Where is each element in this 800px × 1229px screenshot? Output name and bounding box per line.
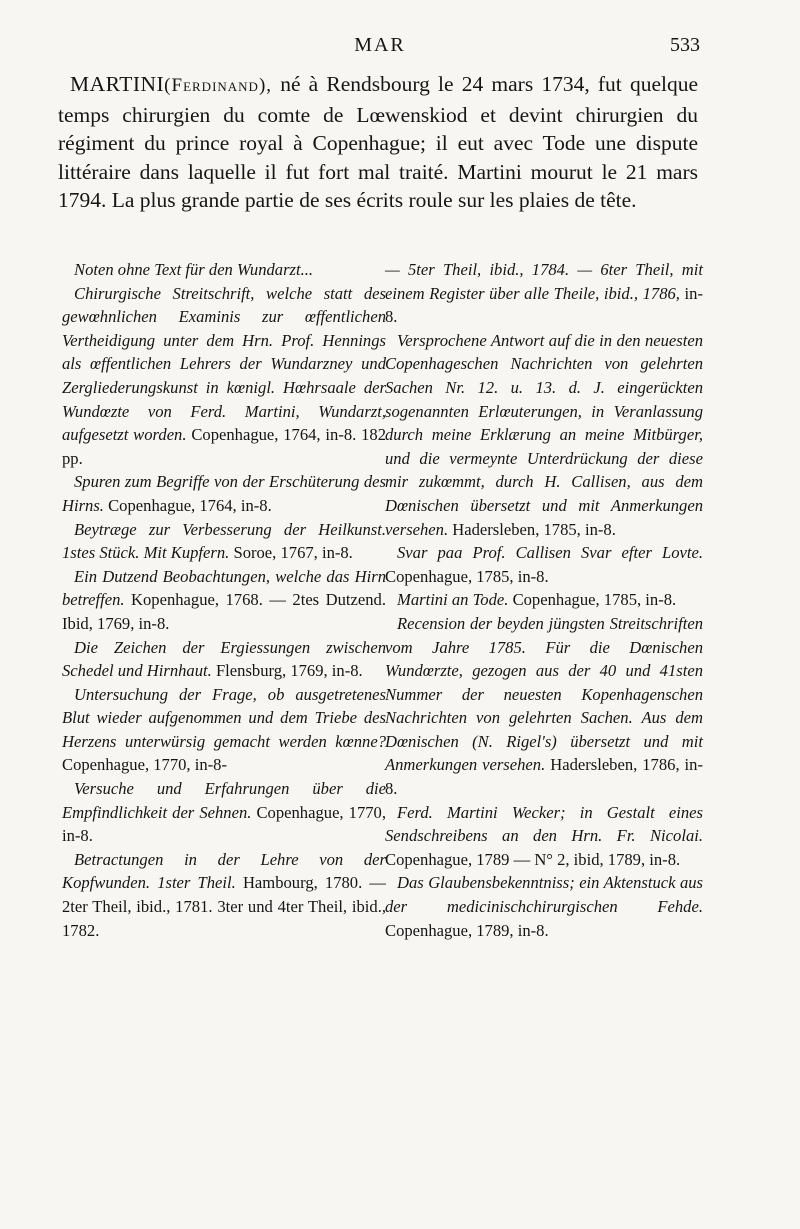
author-surname: MARTINI xyxy=(70,72,165,96)
entry-title: Chirurgische Streitschrift, welche statt des gewœhnlichen Examinis zur œffentlichen Vertheidigung unter dem Hrn. Prof. Hennings als œffentlichen Lehrers der Wundarzney und Zergliederungskunst in kœnigl. Hœhrsaale der Wundœzte von Ferd. Martini, Wundarzt, aufgesetzt worden. xyxy=(62,283,386,445)
bibliography-entry xyxy=(385,541,703,588)
entry-imprint: Copenhague, 1770, in-8- xyxy=(62,755,227,775)
bibliography-entry xyxy=(62,565,386,636)
running-head-title: MAR xyxy=(354,34,406,56)
entry-imprint: Copenhague, 1789 — N° 2, ibid, 1789, in-8. xyxy=(385,849,681,869)
entry-imprint: Copenhague, 1764, in-8. xyxy=(103,495,272,515)
entry-title: Versuche und Erfahrungen über die Empfindlichkeit der Sehnen. xyxy=(62,779,386,822)
entry-title: Beytræge zur Verbesserung der Heilkunst. 1stes Stück. Mit Kupfern. xyxy=(62,519,386,563)
entry-title: Betractungen in der Lehre von der Kopfwunden. 1ster Theil. xyxy=(62,849,386,893)
entry-title: Noten ohne Text für den Wundarzt... xyxy=(74,260,314,279)
bibliography-entry xyxy=(385,588,703,612)
page-number: 533 xyxy=(670,34,700,56)
bibliography-entry xyxy=(385,258,703,329)
bibliography-entry xyxy=(62,470,386,517)
biography-text: né à Rendsbourg le 24 mars 1734, fut quelque temps chirurgien du comte de Lœwenskiod et devint chirurgien du régiment du prince royal à Copenhague; il eut avec Tode une dispute littéraire dans laquelle il fut fort mal traité. Martini mourut le 21 mars 1794. La plus grande partie de ses écrits roule sur les plaies de tête. xyxy=(58,72,698,212)
bibliography-entry xyxy=(62,683,386,777)
entry-title: Martini an Tode. xyxy=(397,590,509,610)
entry-title: — 5ter Theil, ibid., 1784. — 6ter Theil, mit einem Register über alle Theile, ibid., 1786, xyxy=(385,260,703,303)
entry-title: Untersuchung der Frage, ob ausgetretenes Blut wieder aufgenommen und dem Triebe des Herzens unterwürsig gemacht werden kœnne? xyxy=(62,684,386,751)
entry-imprint: Hambourg, 1780. — 2ter Theil, ibid., 1781. 3ter und 4ter Theil, ibid., 1782. xyxy=(62,873,386,940)
bibliography-entry xyxy=(385,801,703,872)
entry-imprint: Flensburg, 1769, in-8. xyxy=(211,661,363,681)
entry-title: Spuren zum Begriffe von der Erschüterung des Hirns. xyxy=(62,472,386,515)
bibliography-entry xyxy=(62,848,386,942)
entry-imprint: Soroe, 1767, in-8. xyxy=(229,543,353,563)
author-forename: (Ferdinand), xyxy=(164,75,273,96)
entry-imprint: Copenhague, 1770, in-8. xyxy=(62,802,386,846)
biography-paragraph xyxy=(58,70,698,215)
entry-imprint: in-8. xyxy=(385,283,703,327)
entry-title: Das Glaubensbekenntniss; ein Aktenstuck aus der medicinischchirurgischen Fehde. xyxy=(385,873,703,917)
entry-title: Ein Dutzend Beobachtungen, welche das Hirn betreffen. xyxy=(62,566,386,610)
bibliography-entry xyxy=(62,258,386,282)
entry-title: Recension der beyden jüngsten Streitschriften vom Jahre 1785. Für die Dœnischen Wundœrzte, gezogen aus der 40 und 41sten Nummer der neuesten Kopenhagenschen Nachrichten von gelehrten Sachen. Aus dem Dœnischen (N. Rigel's) übersetzt und mit Anmerkungen versehen. xyxy=(385,613,703,775)
entry-title: Versprochene Antwort auf die in den neuesten Copenhageschen Nachrichten von gelehrten Sachen Nr. 12. u. 13. d. J. eingerückten sogenannten Erlœuterungen, in Veranlassung durch meine Erklærung an meine Mitbürger, und die vermeynte Unterdrückung der diese mir zukœmmt, durch H. Callisen, aus dem Dœnischen übersetzt und mit Anmerkungen versehen. xyxy=(385,330,703,539)
entry-title: Die Zeichen der Ergiessungen zwischen Schedel und Hirnhaut. xyxy=(62,637,386,681)
bibliography-entry xyxy=(62,518,386,565)
entry-imprint: Copenhague, 1764, in-8. 182 pp. xyxy=(62,425,386,468)
bibliography-right-column xyxy=(385,258,703,942)
bibliography-entry xyxy=(62,777,386,848)
entry-imprint: Kopenhague, 1768. — 2tes Dutzend. Ibid, 1769, in-8. xyxy=(62,590,386,633)
bibliography-entry xyxy=(385,871,703,942)
bibliography-entry xyxy=(62,636,386,683)
bibliography-left-column xyxy=(62,258,386,942)
entry-imprint: Copenhague, 1789, in-8. xyxy=(385,920,549,940)
bibliography-entry xyxy=(62,282,386,471)
entry-title: Svar paa Prof. Callisen Svar efter Lovte. xyxy=(397,543,703,563)
entry-imprint: Hadersleben, 1786, in-8. xyxy=(385,755,703,799)
entry-imprint: Copenhague, 1785, in-8. xyxy=(508,590,677,610)
bibliography-entry xyxy=(385,329,703,541)
entry-title: Ferd. Martini Wecker; in Gestalt eines Sendschreibens an den Hrn. Fr. Nicolai. xyxy=(385,802,703,846)
entry-imprint: Copenhague, 1785, in-8. xyxy=(385,566,549,586)
running-head xyxy=(60,34,700,60)
bibliography-entry xyxy=(385,612,703,801)
entry-imprint: Hadersleben, 1785, in-8. xyxy=(448,519,616,539)
